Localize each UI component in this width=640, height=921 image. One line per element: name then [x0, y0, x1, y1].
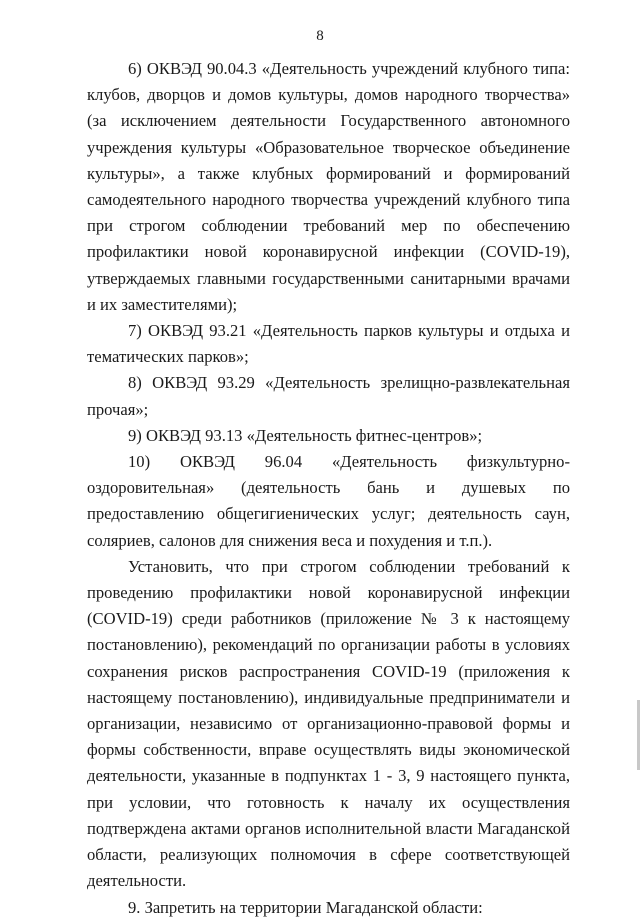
paragraph-prohibit: 9. Запретить на территории Магаданской области: [128, 897, 483, 917]
document-body [87, 56, 570, 921]
paragraph-okved-96-04: 10) ОКВЭД 96.04 «Деятельность физкультурно-оздоровительная» (деятельность бань и душевых по предоставлению общегигиенических услуг; деятельность саун, соляриев, салонов для снижения веса и похудения и т.п.). [87, 452, 570, 550]
paragraph-establish: Установить, что при строгом соблюдении требований к проведению профилактики новой коронавирусной инфекции (COVID-19) среди работников (приложение № 3 к настоящему постановлению), рекомендаций по организации работы в условиях сохранения рисков распространения COVID-19 (приложения к настоящему постановлению), индивидуальные предприниматели и организации, независимо от организационно-правовой формы и формы собственности, вправе осуществлять виды экономической деятельности, указанные в подпунктах 1 - 3, 9 настоящего пункта, при условии, что готовность к началу их осуществления подтверждена актами органов исполнительной власти Магаданской области, реализующих полномочия в сфере соответствующей деятельности. [87, 556, 570, 891]
paragraph-okved-93-13: 9) ОКВЭД 93.13 «Деятельность фитнес-центров»; [128, 425, 483, 445]
page-number: 8 [316, 28, 324, 44]
paragraph-okved-93-29: 8) ОКВЭД 93.29 «Деятельность зрелищно-развлекательная прочая»; [87, 373, 570, 419]
paragraph-okved-90-04-3: 6) ОКВЭД 90.04.3 «Деятельность учреждений клубного типа: клубов, дворцов и домов культуры, домов народного творчества» (за исключением деятельности Государственного автономного учреждения культуры «Образовательное творческое объединение культуры», а также клубных формирований и формирований самодеятельного народного творчества учреждений клубного типа при строгом соблюдении требований мер по обеспечению профилактики новой коронавирусной инфекции (COVID-19), утверждаемых главными государственными санитарными врачами и их заместителями); [87, 59, 570, 314]
paragraph-okved-93-21: 7) ОКВЭД 93.21 «Деятельность парков культуры и отдыха и тематических парков»; [87, 321, 570, 367]
